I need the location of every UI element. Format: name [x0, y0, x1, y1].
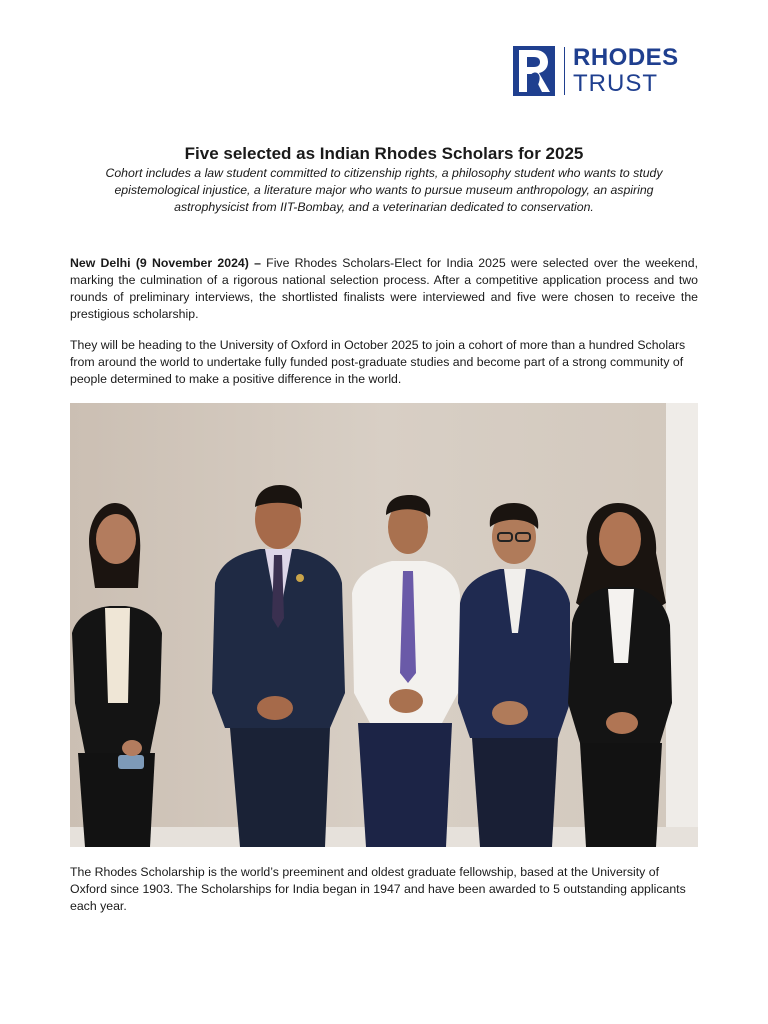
scholars-group-photo [70, 403, 698, 847]
page-subtitle: Cohort includes a law student committed to citizenship rights, a philosophy student who wants to study epistemological injustice, a literature major who wants to pursue museum anthropology, an aspiring astrophysicist from IIT-Bombay, and a veterinarian dedicated to conservation. [105, 166, 663, 214]
page-title: Five selected as Indian Rhodes Scholars for 2025 [184, 144, 584, 163]
logo-trust-text: TRUST [573, 70, 658, 97]
dateline: New Delhi (9 November 2024) – [70, 256, 261, 270]
closing-paragraph: The Rhodes Scholarship is the world’s preeminent and oldest graduate fellowship, based at the University of Oxford since 1903. The Scholarships for India began in 1947 and have been awarded to 5 outstanding applicants each year. [70, 865, 686, 913]
logo-rhodes-text: RHODES [573, 44, 679, 71]
logo-divider [564, 47, 565, 95]
intro-paragraph-text: Five Rhodes Scholars-Elect for India 2025 were selected over the weekend, marking the culmination of a rigorous national selection process. After a competitive application process and two rounds of preliminary interviews, the shortlisted finalists were interviewed and five were chosen to receive the prestigious scholarship. [70, 256, 698, 321]
oxford-paragraph: They will be heading to the University of Oxford in October 2025 to join a cohort of more than a hundred Scholars from around the world to undertake fully funded post-graduate studies and become part of a strong community of people determined to make a positive difference in the world. [70, 338, 686, 386]
intro-paragraph [70, 255, 698, 323]
logo-wordmark [573, 46, 679, 96]
rhodes-trust-logo [513, 46, 679, 96]
rhodes-r-crest-icon [513, 46, 555, 96]
